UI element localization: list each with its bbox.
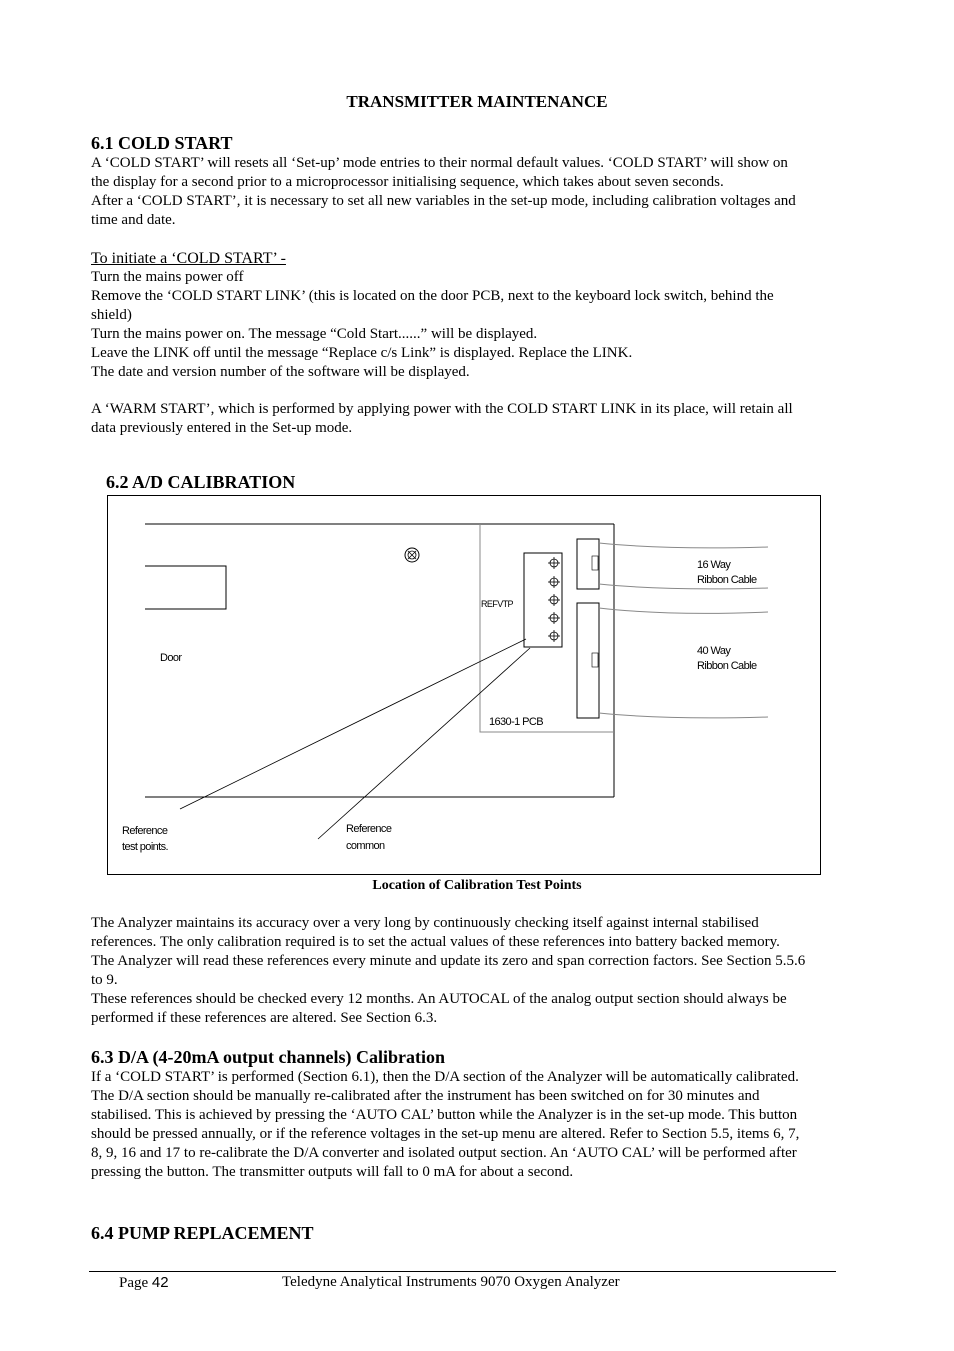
step-line: shield) — [91, 307, 132, 323]
text-line: The D/A section should be manually re-calibrated after the instrument has been switched on for 30 minutes and — [91, 1088, 760, 1104]
section-6-2-heading: 6.2 A/D CALIBRATION — [106, 472, 296, 492]
section-6-3-para — [91, 1068, 866, 1182]
section-6-1-para2 — [91, 400, 866, 438]
step-line: Remove the ‘COLD START LINK’ (this is located on the door PCB, next to the keyboard lock switch, behind the — [91, 288, 774, 304]
lock-switch-icon — [405, 548, 419, 562]
test-point-symbols — [548, 557, 560, 642]
footer-rule — [89, 1271, 836, 1272]
display-window — [145, 566, 226, 609]
text-line: After a ‘COLD START’, it is necessary to set all new variables in the set-up mode, including calibration voltages and — [91, 193, 796, 209]
cable40-label-line2: Ribbon Cable — [697, 660, 757, 672]
ref-common-label-line2: common — [346, 840, 385, 852]
door-label: Door — [160, 652, 182, 664]
ref-test-points-label-line1: Reference — [122, 825, 168, 837]
section-6-3-heading: 6.3 D/A (4-20mA output channels) Calibration — [91, 1047, 446, 1067]
footer-page-number: 42 — [151, 1274, 169, 1291]
cold-start-subheading: To initiate a ‘COLD START’ - — [91, 250, 286, 267]
step-line: The date and version number of the software will be displayed. — [91, 364, 470, 380]
pcb-label: 1630-1 PCB — [489, 716, 543, 728]
text-line: stabilised. This is achieved by pressing the ‘AUTO CAL’ button while the Analyzer is in the set-up mode. This button — [91, 1107, 798, 1123]
text-line: A ‘WARM START’, which is performed by applying power with the COLD START LINK in its place, will retain all — [91, 401, 793, 417]
text-line: These references should be checked every 12 months. An AUTOCAL of the analog output section should always be — [91, 991, 787, 1007]
connector-40-way — [577, 603, 599, 718]
step-line: Turn the mains power off — [91, 269, 244, 285]
cable16-label-line2: Ribbon Cable — [697, 574, 757, 586]
text-line: If a ‘COLD START’ is performed (Section 6.1), then the D/A section of the Analyzer will be automatically calibrated. — [91, 1069, 799, 1085]
ref-common-label-line1: Reference — [346, 823, 392, 835]
cable16-label-line1: 16 Way — [697, 559, 731, 571]
connector-16-key — [592, 556, 598, 570]
step-line: Turn the mains power on. The message “Cold Start......” will be displayed. — [91, 326, 538, 342]
text-line: time and date. — [91, 212, 176, 228]
refvtp-label: REFVTP — [481, 599, 513, 609]
text-line: performed if these references are altered. See Section 6.3. — [91, 1010, 438, 1026]
text-line: the display for a second prior to a microprocessor initialising sequence, which takes about seven seconds. — [91, 174, 724, 190]
text-line: 8, 9, 16 and 17 to re-calibrate the D/A converter and isolated output section. An ‘AUTO CAL’ will be performed after — [91, 1145, 797, 1161]
ribbon-cables — [599, 543, 768, 718]
pcb-outline — [480, 524, 614, 732]
connector-16-way — [577, 539, 599, 589]
footer-page — [119, 1274, 169, 1292]
diagram-caption: Location of Calibration Test Points — [372, 878, 582, 893]
section-6-1-para1 — [91, 154, 866, 230]
text-line: A ‘COLD START’ will resets all ‘Set-up’ mode entries to their normal default values. ‘COLD START’ will show on — [91, 155, 788, 171]
connector-40-key — [592, 653, 598, 667]
page-title: TRANSMITTER MAINTENANCE — [346, 92, 608, 111]
footer-page-label: Page — [119, 1275, 149, 1291]
diagram-svg — [108, 496, 822, 876]
calibration-diagram — [107, 495, 821, 875]
text-line: data previously entered in the Set-up mode. — [91, 420, 353, 436]
footer-text: Teledyne Analytical Instruments 9070 Oxygen Analyzer — [282, 1274, 620, 1290]
section-6-1-heading: 6.1 COLD START — [91, 133, 233, 153]
cable40-label-line1: 40 Way — [697, 645, 731, 657]
text-line: The Analyzer maintains its accuracy over a very long by continuously checking itself against internal stabilised — [91, 915, 759, 931]
pointer-common — [318, 648, 530, 839]
text-line: pressing the button. The transmitter outputs will fall to 0 mA for about a second. — [91, 1164, 574, 1180]
cold-start-steps — [91, 268, 866, 382]
text-line: to 9. — [91, 972, 118, 988]
ref-test-points-label-line2: test points. — [122, 841, 168, 853]
pointer-test-points — [180, 639, 526, 809]
text-line: references. The only calibration required is to set the actual values of these references into battery backed memory. — [91, 934, 780, 950]
section-6-4-heading: 6.4 PUMP REPLACEMENT — [91, 1223, 314, 1243]
step-line: Leave the LINK off until the message “Replace c/s Link” is displayed. Replace the LINK. — [91, 345, 633, 361]
text-line: The Analyzer will read these references every minute and update its zero and span correction factors. See Section 5.5.6 — [91, 953, 806, 969]
section-6-2-para — [91, 914, 866, 1028]
text-line: should be pressed annually, or if the reference voltages in the set-up menu are altered. Refer to Section 5.5, items 6, 7, — [91, 1126, 800, 1142]
